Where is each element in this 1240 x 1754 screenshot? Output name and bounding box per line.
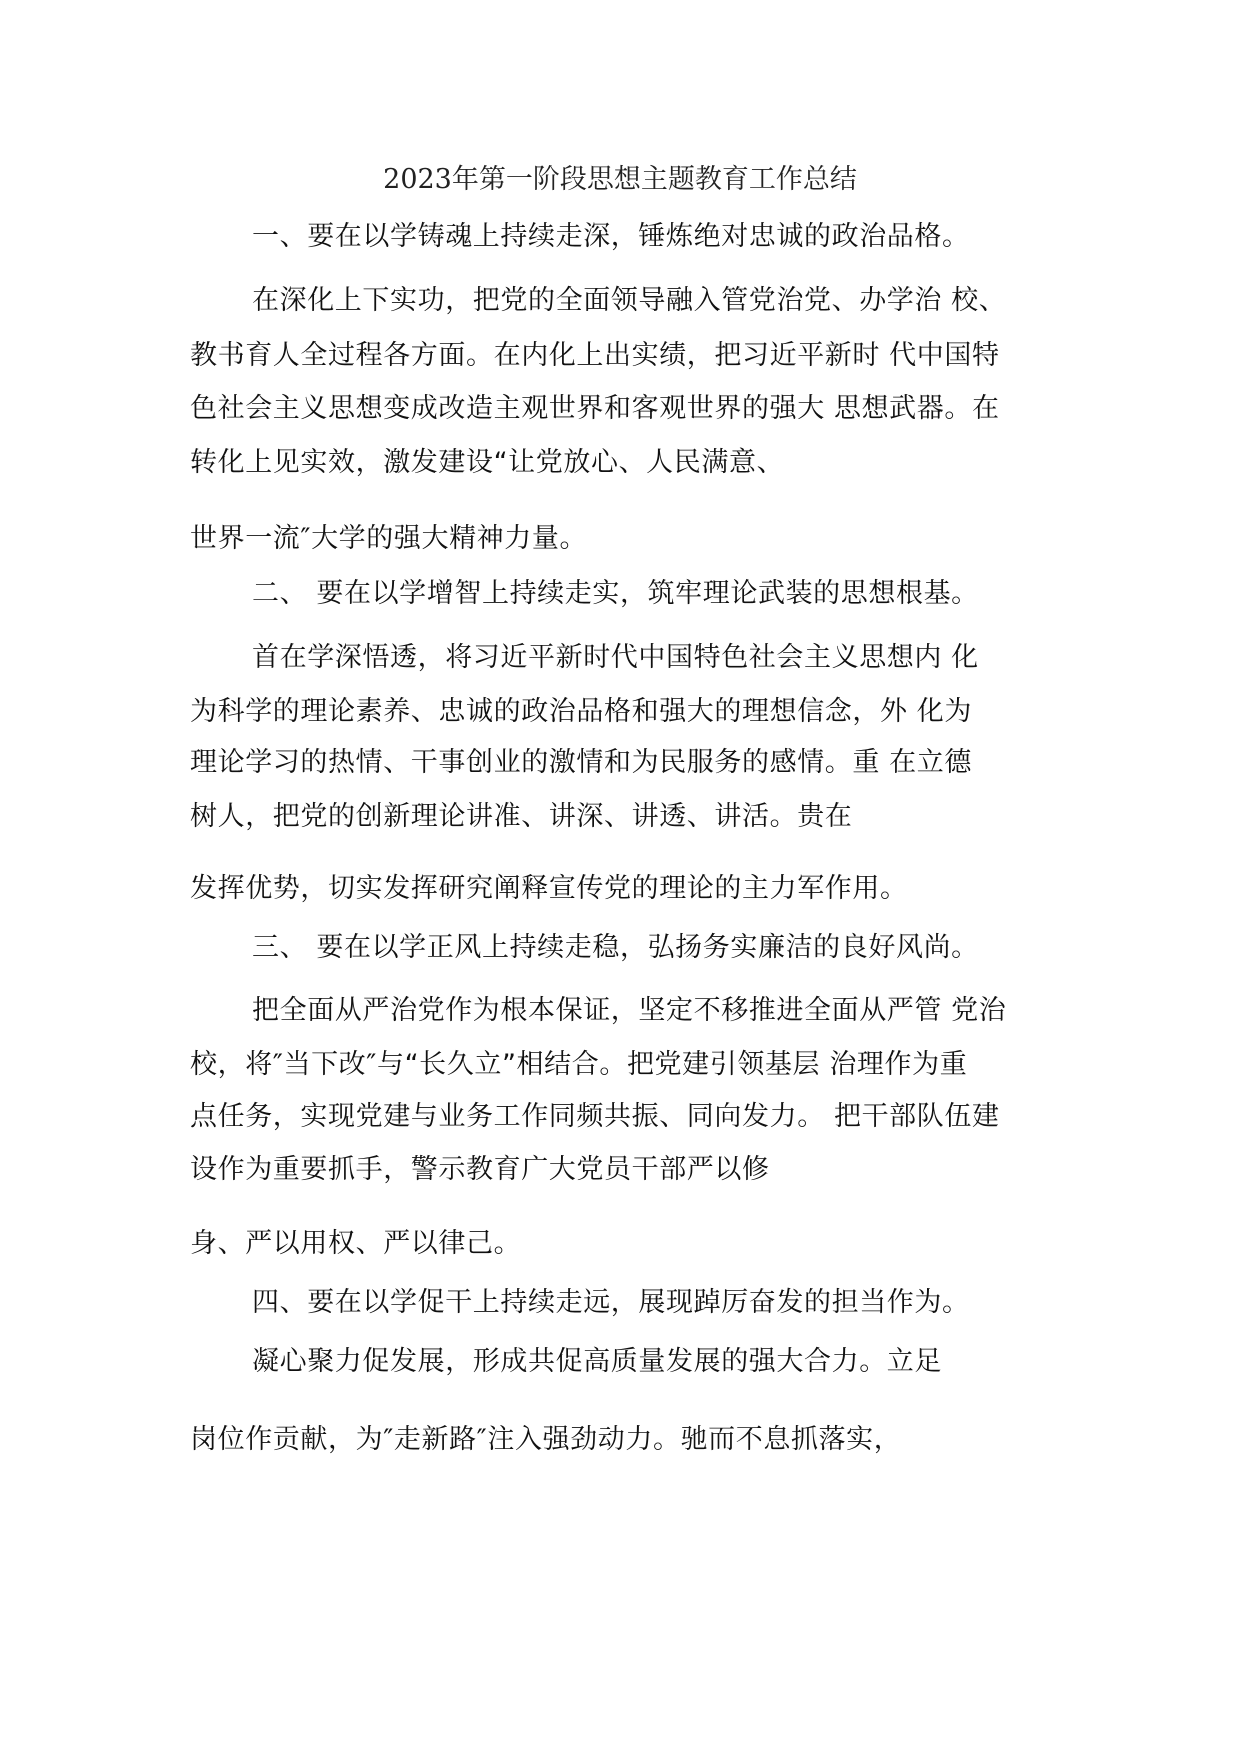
paragraph-line: 校，将″当下改″与“长久立”相结合。把党建引领基层 治理作为重 — [190, 1049, 968, 1080]
paragraph-line: 转化上见实效，激发建设“让党放心、人民满意、 — [190, 447, 785, 478]
paragraph-line: 点任务，实现党建与业务工作同频共振、同向发力。 把干部队伍建 — [190, 1101, 1000, 1132]
section-heading-3: 三、 要在以学正风上持续走稳，弘扬务实廉洁的良好风尚。 — [252, 932, 979, 963]
section-heading-4: 四、要在以学促干上持续走远，展现踔厉奋发的担当作为。 — [252, 1287, 970, 1318]
paragraph-line: 设作为重要抓手，警示教育广大党员干部严以修 — [190, 1154, 770, 1185]
section-heading-2: 二、 要在以学增智上持续走实，筑牢理论武装的思想根基。 — [252, 578, 979, 609]
paragraph-line: 凝心聚力促发展，形成共促高质量发展的强大合力。立足 — [252, 1346, 942, 1377]
document-title: 2023年第一阶段思想主题教育工作总结 — [383, 164, 857, 195]
paragraph-line: 色社会主义思想变成改造主观世界和客观世界的强大 思想武器。在 — [190, 393, 1000, 424]
paragraph-line: 理论学习的热情、干事创业的激情和为民服务的感情。重 在立德 — [190, 747, 972, 778]
paragraph-line: 世界一流″大学的强大精神力量。 — [190, 523, 588, 554]
paragraph-line: 为科学的理论素养、忠诚的政治品格和强大的理想信念，外 化为 — [190, 696, 972, 727]
paragraph-line: 树人，把党的创新理论讲准、讲深、讲透、讲活。贵在 — [190, 801, 853, 832]
paragraph-line: 在深化上下实功，把党的全面领导融入管党治党、办学治 校、 — [252, 285, 1007, 316]
paragraph-line: 首在学深悟透，将习近平新时代中国特色社会主义思想内 化 — [252, 642, 979, 673]
paragraph-line: 发挥优势，切实发挥研究阐释宣传党的理论的主力军作用。 — [190, 873, 908, 904]
paragraph-line: 教书育人全过程各方面。在内化上出实绩，把习近平新时 代中国特 — [190, 340, 1000, 371]
paragraph-line: 身、严以用权、严以律己。 — [190, 1228, 522, 1259]
paragraph-line: 岗位作贡献，为″走新路″注入强劲动力。驰而不息抓落实， — [190, 1424, 902, 1455]
paragraph-line: 把全面从严治党作为根本保证，坚定不移推进全面从严管 党治 — [252, 995, 1007, 1026]
section-heading-1: 一、要在以学铸魂上持续走深，锤炼绝对忠诚的政治品格。 — [252, 221, 970, 252]
